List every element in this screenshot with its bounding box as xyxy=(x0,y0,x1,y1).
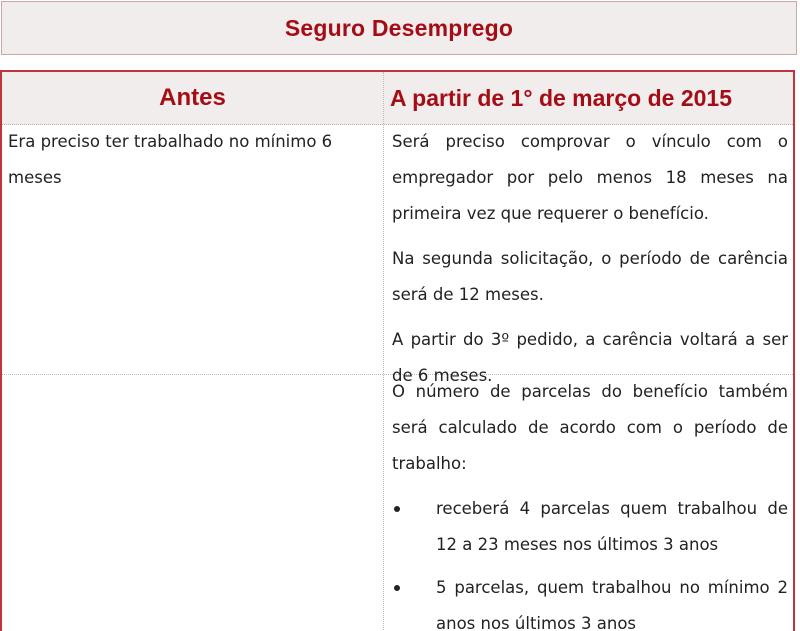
row-1-antes-text: Era preciso ter trabalhado no mínimo 6 meses xyxy=(8,132,333,187)
row-2-depois-cell xyxy=(392,374,788,631)
row-1-depois-cell xyxy=(392,124,788,403)
comparison-table xyxy=(0,70,795,631)
column-divider xyxy=(383,72,384,631)
bullet-icon xyxy=(394,585,400,591)
row-1-depois-paragraph: Na segunda solicitação, o período de carência será de 12 meses. xyxy=(392,249,788,304)
page-title: Seguro Desemprego xyxy=(284,14,514,41)
list-item-text: receberá 4 parcelas quem trabalhou de 12 a 23 meses nos últimos 3 anos xyxy=(436,499,788,554)
header-depois: A partir de 1° de março de 2015 xyxy=(390,84,732,111)
bullet-icon xyxy=(394,506,400,512)
table-header-row xyxy=(2,72,793,125)
title-banner xyxy=(1,1,797,55)
row-1-depois-paragraph: Será preciso comprovar o vínculo com o empregador por pelo menos 18 meses na primeira vez que requerer o benefício. xyxy=(392,132,788,223)
header-antes: Antes xyxy=(159,84,226,111)
row-2-depois-intro: O número de parcelas do benefício também será calculado de acordo com o período de trabalho: xyxy=(392,382,788,473)
bullet-list xyxy=(392,491,788,631)
list-item-text: 5 parcelas, quem trabalhou no mínimo 2 anos nos últimos 3 anos xyxy=(436,578,788,631)
list-item xyxy=(392,491,788,563)
list-item xyxy=(392,570,788,631)
row-1-depois-paragraph: A partir do 3º pedido, a carência voltará a ser de 6 meses. xyxy=(392,330,788,385)
row-1-antes-cell xyxy=(8,124,372,196)
